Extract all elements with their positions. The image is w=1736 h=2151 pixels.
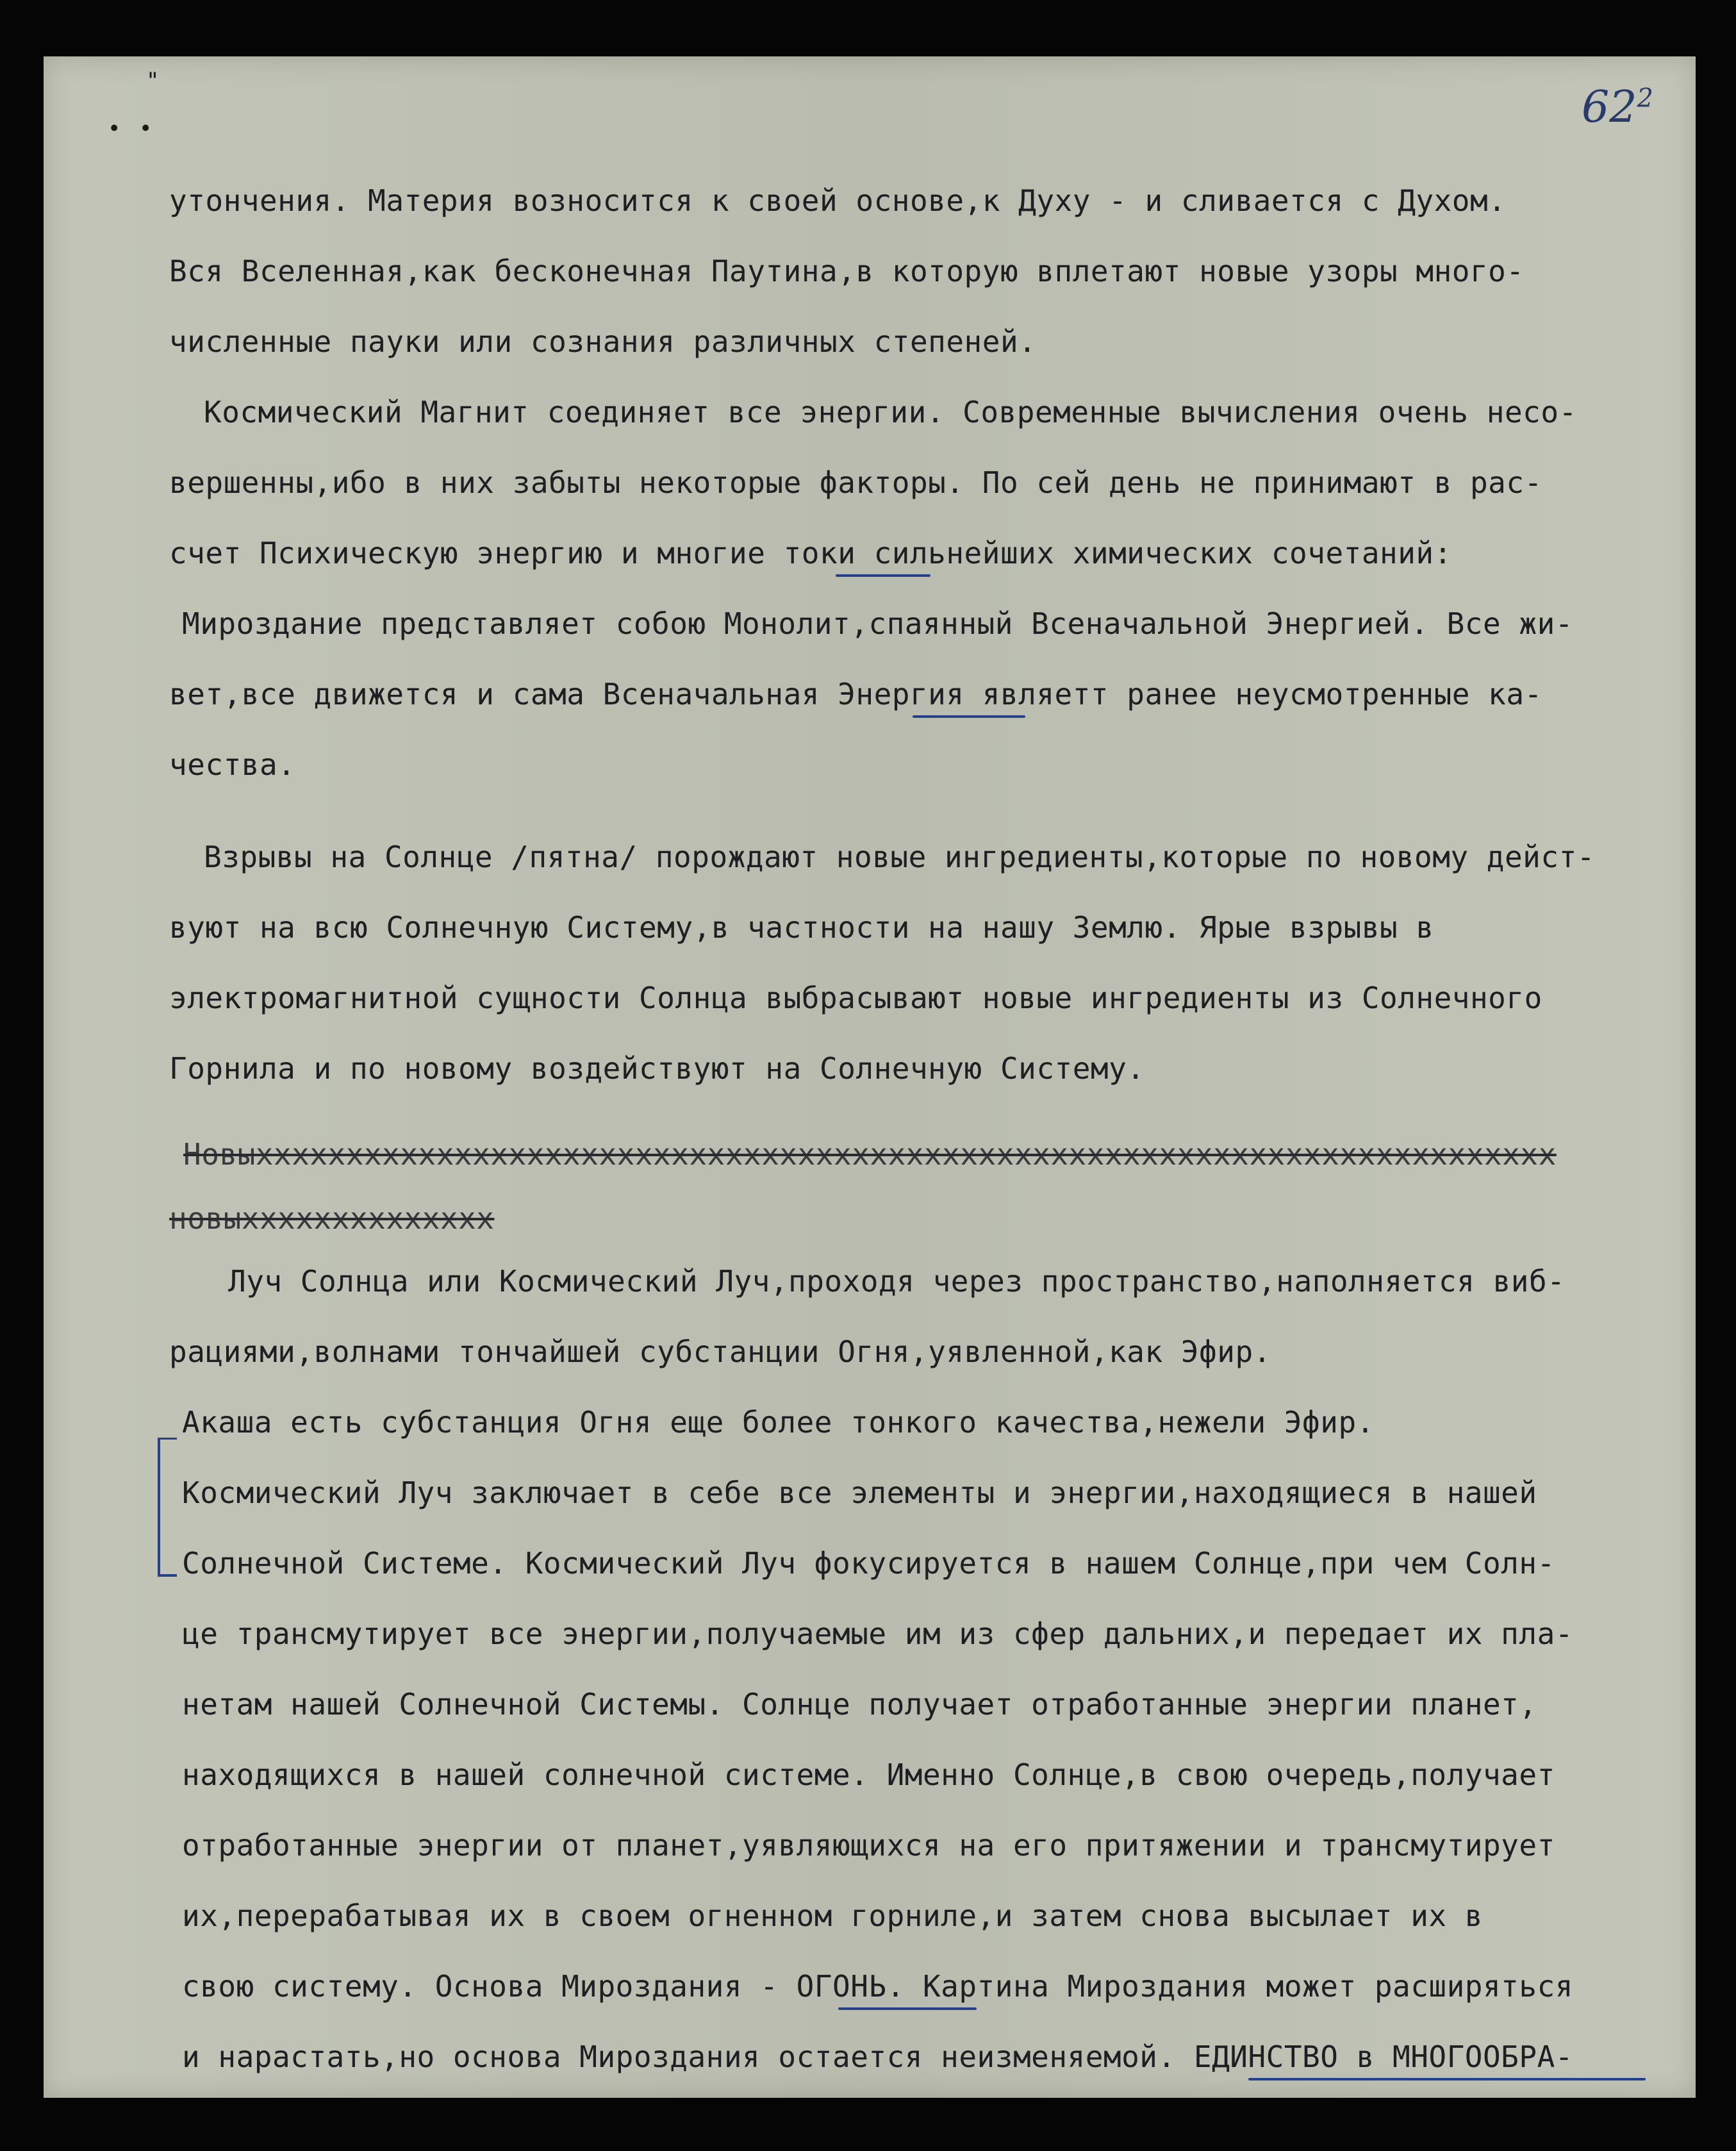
pen-underline-edinstvo (1248, 2078, 1646, 2080)
text-line-15: рациями,волнами тончайшей субстанции Огня,уявленной,как Эфир. (169, 1334, 1271, 1369)
text-line-4: Космический Магнит соединяет все энергии. Современные вычисления очень несо- (204, 395, 1577, 429)
corner-mark-left: ∙ ∙ (108, 115, 155, 141)
text-line-23: их,перерабатывая их в своем огненном горниле,и затем снова высылает их в (182, 1898, 1483, 1933)
text-line-14: Луч Солнца или Космический Луч,проходя через пространство,наполняется виб- (228, 1264, 1566, 1299)
text-line-12: электромагнитной сущности Солнца выбрасывают новые ингредиенты из Солнечного (169, 981, 1542, 1015)
text-line-19: це трансмутирует все энергии,получаемые им из сфер дальних,и передает их пла- (182, 1616, 1573, 1651)
margin-bracket-mark (158, 1438, 177, 1577)
text-line-11: вуют на всю Солнечную Систему,в частности на нашу Землю. Ярые взрывы в (169, 910, 1434, 945)
page-number-alt: 2 (1637, 83, 1653, 113)
text-line-13: Горнила и по новому воздействуют на Солнечную Систему. (169, 1051, 1145, 1086)
struck-line-1: Новыхххххххххххххххххххххххххххххххххххххххххххххххххххххххххххххххххххххххх (183, 1137, 1557, 1172)
text-line-17: Космический Луч заключает в себе все элементы и энергии,находящиеся в нашей (182, 1475, 1537, 1510)
text-line-5: вершенны,ибо в них забыты некоторые факторы. По сей день не принимают в рас- (169, 465, 1542, 500)
text-line-8: вет,все движется и сама Всеначальная Энергия являетт ранее неусмотренные ка- (169, 677, 1542, 711)
text-line-10: Взрывы на Солнце /пятна/ порождают новые ингредиенты,которые по новому дейст- (204, 840, 1595, 874)
text-line-18: Солнечной Системе. Космический Луч фокусируется в нашем Солнце,при чем Солн- (182, 1546, 1555, 1581)
pen-underline-ogon (838, 2007, 977, 2010)
corner-mark-top: " (146, 68, 162, 94)
text-line-24: свою систему. Основа Мироздания - ОГОНЬ. Картина Мироздания может расширяться (182, 1969, 1573, 2004)
text-line-20: нетам нашей Солнечной Системы. Солнце получает отработанные энергии планет, (182, 1687, 1537, 1722)
text-line-16: Акаша есть субстанция Огня еще более тонкого качества,нежели Эфир. (182, 1405, 1375, 1440)
page-number-main: 62 (1582, 82, 1637, 133)
text-line-6: счет Психическую энергию и многие токи сильнейших химических сочетаний: (169, 536, 1452, 570)
pen-underline-toki (836, 574, 930, 577)
text-line-7: Мироздание представляет собою Монолит,спаянный Всеначальной Энергией. Все жи- (182, 606, 1573, 641)
text-line-2: Вся Вселенная,как бесконечная Паутина,в которую вплетают новые узоры много- (169, 254, 1525, 288)
text-line-1: утончения. Материя возносится к своей основе,к Духу - и сливается с Духом. (169, 183, 1507, 218)
page-number (1582, 82, 1653, 133)
text-line-3: численные пауки или сознания различных степеней. (169, 324, 1037, 359)
struck-line-2: новыхххххххххххххх (169, 1201, 495, 1236)
pen-underline-energ (913, 715, 1025, 718)
text-line-21: находящихся в нашей солнечной системе. Именно Солнце,в свою очередь,получает (182, 1757, 1555, 1792)
document-page (44, 56, 1696, 2098)
text-line-25: и нарастать,но основа Мироздания остается неизменяемой. ЕДИНСТВО в МНОГООБРА- (182, 2039, 1573, 2074)
text-line-9: чества. (169, 747, 296, 782)
text-line-22: отработанные энергии от планет,уявляющихся на его притяжении и трансмутирует (182, 1828, 1555, 1863)
